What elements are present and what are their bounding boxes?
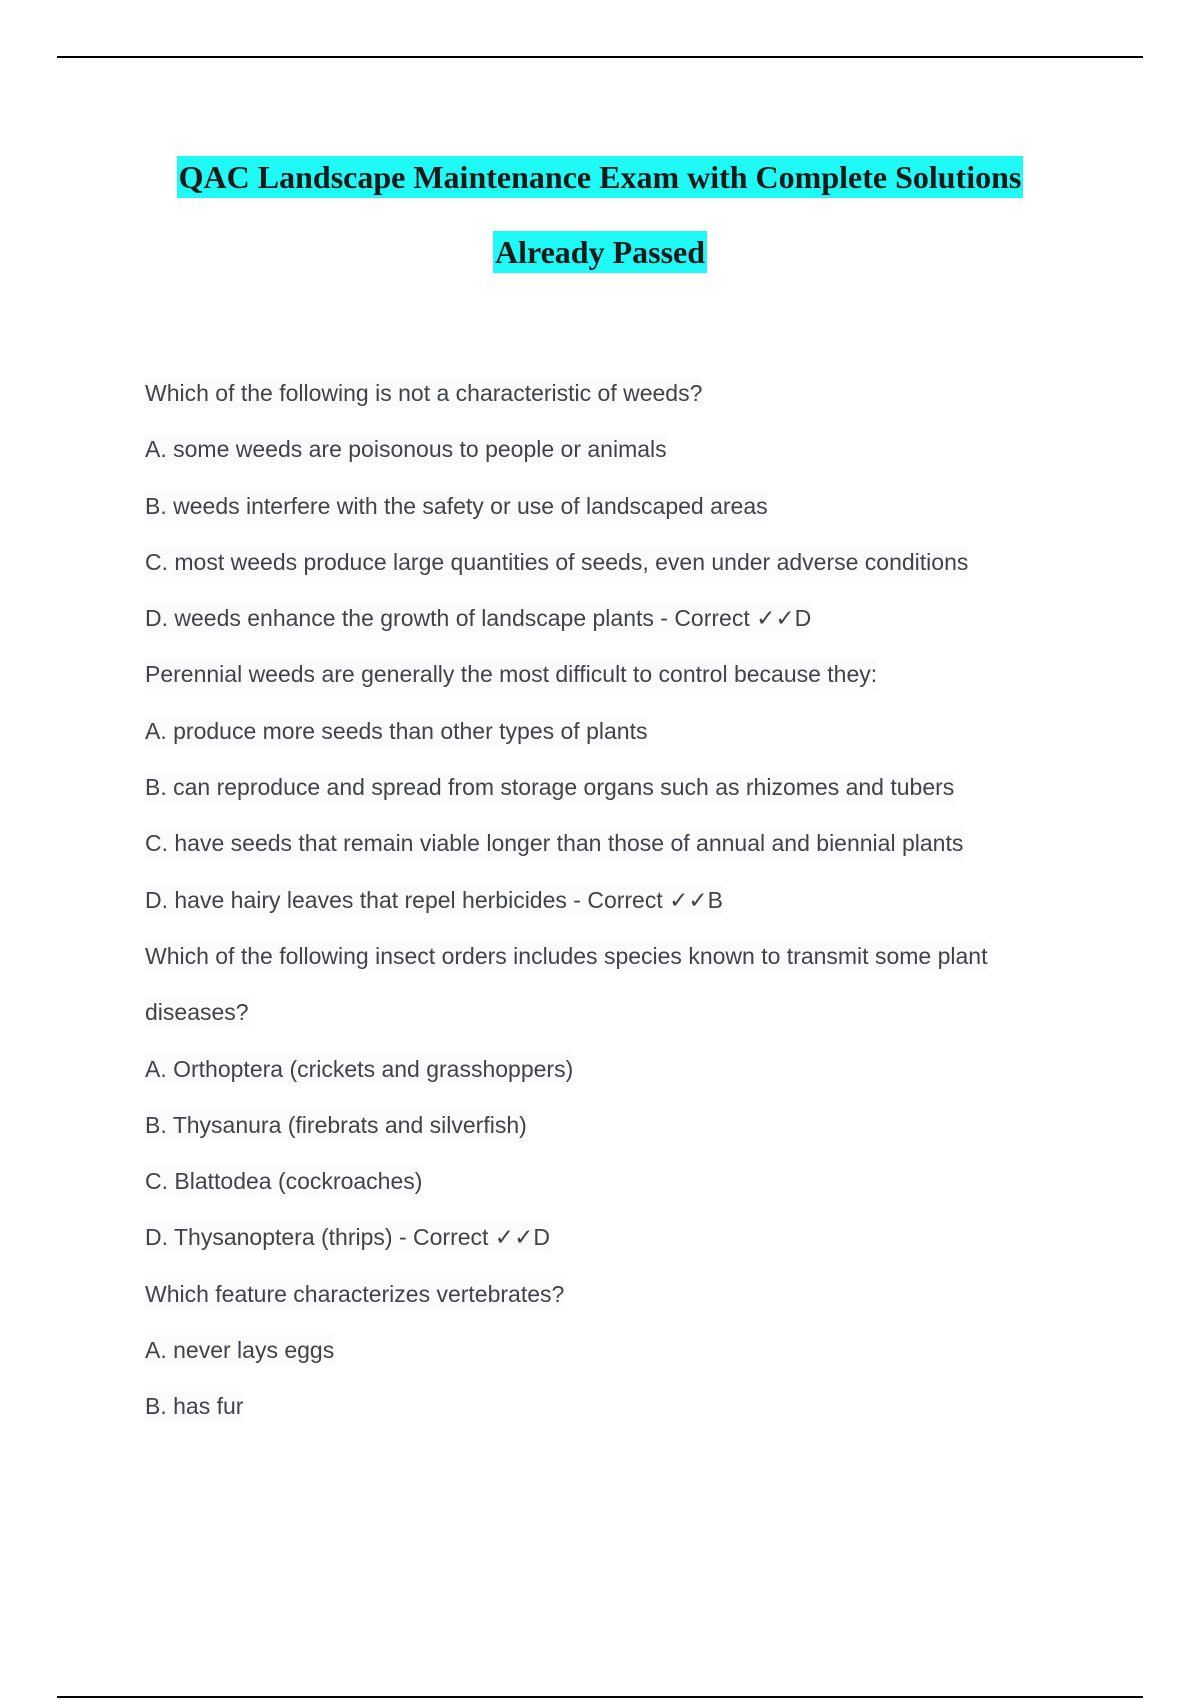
answer-option: A. Orthoptera (crickets and grasshoppers) (145, 1055, 574, 1082)
answer-option: B. has fur (145, 1393, 244, 1420)
title-line-2: Already Passed (493, 231, 707, 273)
answer-option: A. produce more seeds than other types of plants (145, 717, 648, 744)
document-title (0, 140, 1200, 290)
question-3: Which of the following insect orders includes species known to transmit some plant (145, 942, 988, 969)
question-4: Which feature characterizes vertebrates? (145, 1280, 565, 1307)
top-rule (57, 56, 1143, 58)
answer-option: C. Blattodea (cockroaches) (145, 1168, 423, 1195)
answer-option: B. Thysanura (firebrats and silverfish) (145, 1111, 527, 1138)
answer-option: C. have seeds that remain viable longer than those of annual and biennial plants (145, 830, 964, 857)
document-body (145, 365, 1065, 1435)
answer-option: A. some weeds are poisonous to people or animals (145, 436, 667, 463)
answer-option: A. never lays eggs (145, 1337, 335, 1364)
answer-option-correct: D. weeds enhance the growth of landscape plants - Correct ✓✓D (145, 605, 812, 632)
answer-option: B. weeds interfere with the safety or use of landscaped areas (145, 492, 768, 519)
question-2: Perennial weeds are generally the most difficult to control because they: (145, 661, 878, 688)
answer-option: B. can reproduce and spread from storage organs such as rhizomes and tubers (145, 774, 955, 801)
title-line-1: QAC Landscape Maintenance Exam with Complete Solutions (177, 156, 1024, 198)
question-3-continued: diseases? (145, 999, 249, 1026)
answer-option-correct: D. Thysanoptera (thrips) - Correct ✓✓D (145, 1224, 550, 1251)
bottom-rule (57, 1696, 1143, 1698)
question-1: Which of the following is not a characteristic of weeds? (145, 380, 703, 406)
answer-option: C. most weeds produce large quantities of seeds, even under adverse conditions (145, 548, 969, 575)
answer-option-correct: D. have hairy leaves that repel herbicides - Correct ✓✓B (145, 886, 724, 913)
